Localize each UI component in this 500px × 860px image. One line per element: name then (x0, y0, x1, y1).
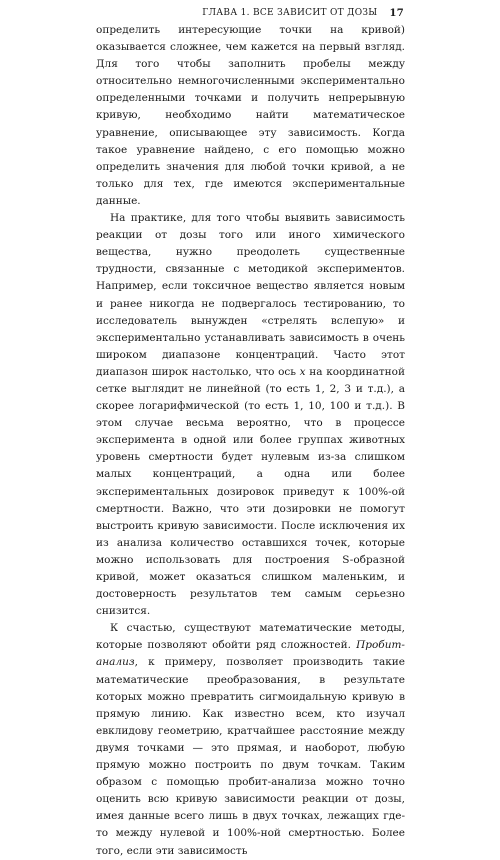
running-header (96, 6, 404, 20)
paragraph-2-part-a: На практике, для того чтобы выявить зависимость реакции от дозы того или иного химического вещества, нужно преодолеть существенные трудности, связанные с методикой экспериментов. Например, если токсичное вещество является новым и ранее никогда не подвергалось тестированию, то исследователь вынужден «стрелять вслепую» и экспериментально устанавливать зависимость в очень широком диапазоне концентраций. Часто этот диапазон широк настолько, что ось (96, 212, 405, 378)
paragraph-3-part-a: К счастью, существуют математические методы, которые позволяют обойти ряд сложностей. (96, 622, 405, 652)
paragraph-3-part-b: , к примеру, позволяет производить такие математические преобразования, в результате которых можно превратить сигмоидальную кривую в прямую линию. Как известно всем, кто изучал евклидову геометрию, кратчайшее расстояние между двумя точками — это прямая, и наоборот, любую прямую можно построить по двум точкам. Таким образом с помощью пробит-анализа можно точно оценить всю кривую зависимости реакции от дозы, имея данные всего лишь в двух точках, лежащих где-то между нулевой и 100%-ной смертностью. Более того, если эти зависимость (96, 656, 405, 857)
paragraph-1: определить интересующие точки на кривой) оказывается сложнее, чем кажется на первый взгляд. Для того чтобы заполнить пробелы между относительно немногочисленными экспериментально определенными точками и получить непрерывную кривую, необходимо найти математическое уравнение, описывающее эту зависимость. Когда такое уравнение найдено, с его помощью можно определить значения для любой точки кривой, а не только для тех, где имеются экспериментальные данные. (96, 24, 405, 207)
axis-x-italic: x (299, 365, 306, 378)
paragraph-3 (96, 620, 405, 859)
paragraph-2-part-b: на координатной сетке выглядит не линейной (то есть 1, 2, 3 и т.д.), а скорее логарифмической (то есть 1, 10, 100 и т.д.). В этом случае весьма вероятно, что в процессе эксперимента в одной или более группах животных уровень смертности будет нулевым из-за слишком малых концентраций, а одна или более экспериментальных дозировок приведут к 100%-ой смертности. Важно, что эти дозировки не помогут выстроить кривую зависимости. После исключения их из анализа количество оставшихся точек, которые можно использовать для построения S-образной кривой, может оказаться слишком маленьким, и достоверность результатов тем самым серьезно снизится. (96, 365, 405, 618)
chapter-title: ГЛАВА 1. ВСЕ ЗАВИСИТ ОТ ДОЗЫ (202, 8, 378, 18)
body-text (96, 22, 405, 860)
paragraph-2 (96, 210, 405, 620)
page-number: 17 (389, 7, 404, 19)
probit-analysis-term: Пробит-анализ (96, 639, 405, 669)
